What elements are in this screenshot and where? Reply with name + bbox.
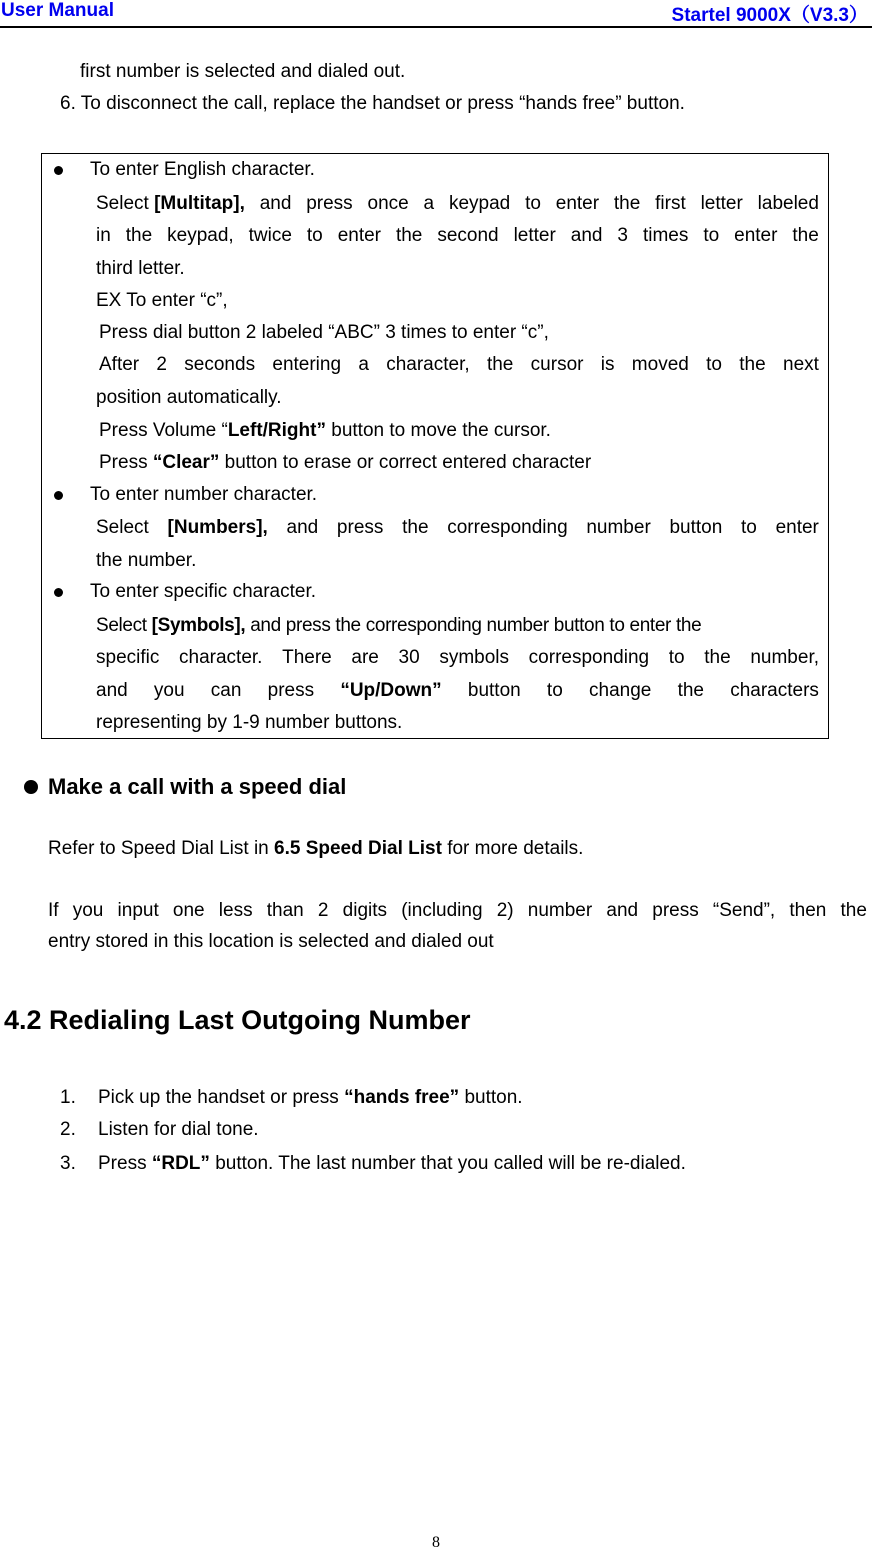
word: enter	[775, 517, 819, 538]
word: to	[546, 680, 563, 701]
word: you	[153, 680, 185, 701]
word: can	[210, 680, 242, 701]
word: than	[266, 900, 304, 921]
specific-title: To enter specific character.	[90, 581, 316, 602]
word: enter	[734, 225, 778, 246]
word: next	[783, 354, 819, 375]
word: the	[486, 354, 514, 375]
word: change	[589, 680, 652, 701]
english-line-2	[96, 225, 819, 247]
word: a	[358, 354, 369, 375]
word: and	[570, 225, 603, 246]
word: keypad,	[167, 225, 234, 246]
bullet-icon	[54, 166, 63, 175]
word: number,	[750, 647, 819, 668]
word: and	[606, 900, 639, 921]
word: second	[437, 225, 499, 246]
specific-line-2	[96, 647, 819, 669]
word: to	[706, 354, 722, 375]
english-line-5: Press dial button 2 labeled “ABC” 3 times to enter “c”,	[99, 322, 549, 343]
english-title: To enter English character.	[90, 159, 315, 180]
word: “Send”,	[712, 900, 776, 921]
step-text: Listen for dial tone.	[98, 1119, 259, 1140]
word: the	[677, 680, 704, 701]
word: 3	[617, 225, 628, 246]
speed-dial-heading: Make a call with a speed dial	[48, 774, 347, 799]
word: entering	[272, 354, 342, 375]
number-line-1: Select [Numbers], and press the corresponding number button to enter	[96, 517, 819, 538]
word: letter	[700, 193, 743, 214]
word: less	[218, 900, 253, 921]
word: After	[99, 354, 140, 375]
word: the	[125, 225, 153, 246]
word: If	[48, 900, 59, 921]
word: cursor	[530, 354, 584, 375]
step-text: Pick up the handset or press “hands free” button.	[98, 1087, 523, 1108]
word: press	[652, 900, 699, 921]
word: and	[96, 680, 128, 701]
speed-dial-paragraph-line-1	[48, 900, 867, 922]
english-line-3: third letter.	[96, 258, 185, 279]
word: letter	[513, 225, 556, 246]
english-line-1: Select [Multitap], and press once a keypad to enter the first letter labeled	[96, 193, 819, 214]
heading-bullet-icon	[24, 780, 38, 794]
word: twice	[248, 225, 292, 246]
word: 2)	[496, 900, 514, 921]
header-product: Startel 9000X（V3.3）	[671, 5, 868, 26]
word: button	[467, 680, 521, 701]
english-line-9: Press “Clear” button to erase or correct entered character	[99, 452, 592, 473]
word: character,	[386, 354, 470, 375]
word: the	[402, 517, 429, 538]
word: the	[739, 354, 766, 375]
word: to	[668, 647, 685, 668]
word: the	[704, 647, 731, 668]
word: are	[351, 647, 379, 668]
word: the	[840, 900, 867, 921]
word: button	[669, 517, 723, 538]
english-line-8: Press Volume “Left/Right” button to move the cursor.	[99, 420, 551, 441]
step-number: 3.	[60, 1153, 76, 1174]
word: the	[395, 225, 423, 246]
word: to	[741, 517, 757, 538]
word: the	[792, 225, 819, 246]
word: There	[282, 647, 332, 668]
word: then	[789, 900, 827, 921]
bullet-icon	[54, 491, 63, 500]
word: digits	[342, 900, 388, 921]
word: specific	[96, 647, 160, 668]
word: corresponding	[447, 517, 568, 538]
word: times	[642, 225, 689, 246]
step-number: 2.	[60, 1119, 76, 1140]
word: press	[336, 517, 384, 538]
word: “Up/Down”	[340, 680, 442, 701]
intro-line-1: first number is selected and dialed out.	[80, 61, 406, 82]
word: enter	[337, 225, 381, 246]
specific-line-4: representing by 1-9 number buttons.	[96, 712, 403, 733]
word: to	[306, 225, 323, 246]
word: in	[96, 225, 111, 246]
word: 2	[156, 354, 167, 375]
word: seconds	[184, 354, 256, 375]
word: (including	[401, 900, 483, 921]
word: character.	[179, 647, 263, 668]
word: corresponding	[528, 647, 650, 668]
page-header	[0, 0, 872, 28]
word: and	[259, 193, 292, 214]
speed-dial-paragraph-line-2: entry stored in this location is selected and dialed out	[48, 931, 494, 952]
section-title: 4.2 Redialing Last Outgoing Number	[4, 1005, 471, 1035]
word: once	[367, 193, 409, 214]
step-text: Press “RDL” button. The last number that you called will be re-dialed.	[98, 1153, 686, 1174]
english-line-4: EX To enter “c”,	[96, 290, 228, 311]
english-line-6	[99, 354, 819, 376]
word: keypad	[448, 193, 511, 214]
word: and	[286, 517, 319, 538]
word: one	[172, 900, 205, 921]
english-line-7: position automatically.	[96, 387, 282, 408]
word: enter	[555, 193, 600, 214]
word: symbols	[439, 647, 510, 668]
word: labeled	[757, 193, 819, 214]
word: to	[525, 193, 541, 214]
word: moved	[631, 354, 689, 375]
word: input	[117, 900, 159, 921]
intro-line-2: 6. To disconnect the call, replace the handset or press “hands free” button.	[60, 93, 685, 114]
word: a	[423, 193, 435, 214]
word: press	[267, 680, 315, 701]
word: characters	[730, 680, 819, 701]
specific-line-3	[96, 680, 819, 702]
word: number	[527, 900, 593, 921]
text-entry-box	[41, 153, 829, 739]
word: press	[306, 193, 353, 214]
word: number	[586, 517, 651, 538]
word: is	[600, 354, 615, 375]
word: 2	[317, 900, 329, 921]
page-number: 8	[432, 1534, 440, 1551]
word: you	[72, 900, 104, 921]
number-line-2: the number.	[96, 550, 197, 571]
word: to	[703, 225, 720, 246]
specific-line-1: Select [Symbols], and press the corresponding number button to enter the	[96, 615, 702, 636]
step-number: 1.	[60, 1087, 76, 1108]
number-title: To enter number character.	[90, 484, 318, 505]
word: the	[613, 193, 641, 214]
bullet-icon	[54, 588, 63, 597]
word: 30	[398, 647, 420, 668]
header-title: User Manual	[1, 0, 114, 21]
word: first	[655, 193, 686, 214]
speed-dial-reference: Refer to Speed Dial List in 6.5 Speed Dial List for more details.	[48, 838, 584, 859]
